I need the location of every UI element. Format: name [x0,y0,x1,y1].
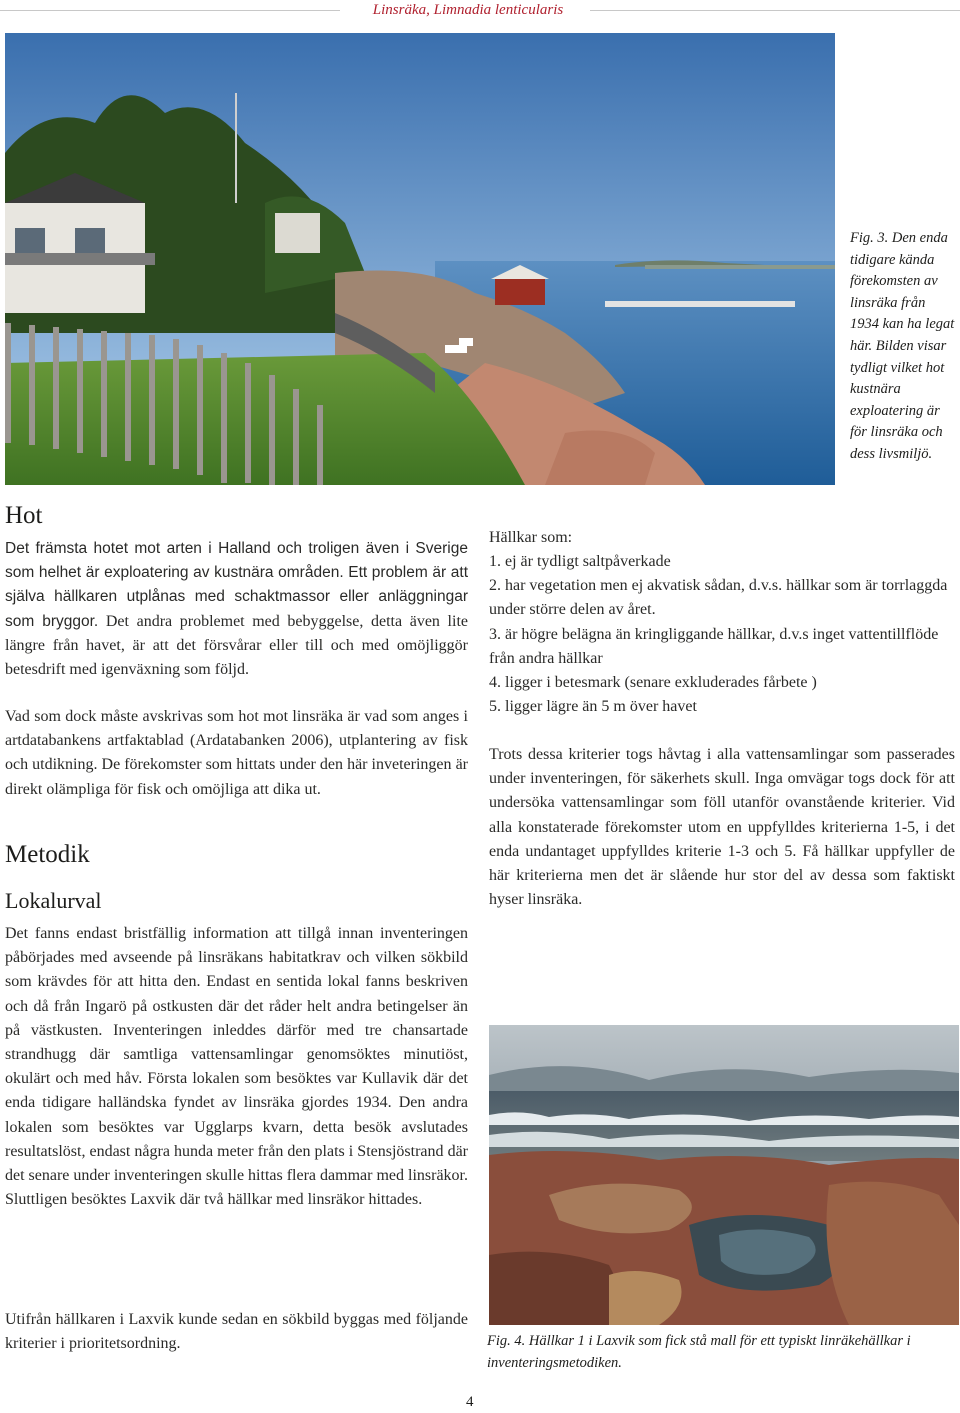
metodik-paragraph-2: Utifrån hällkaren i Laxvik kunde sedan en sökbild byggas med följande kriterier i prioritetsordning. [5,1311,468,1353]
section-heading-hot: Hot [5,502,43,529]
hot-paragraph-1-part-a: Det främsta hotet mot arten i Halland och troligen även i Sverige som helhet är exploatering av kustnära områden. Ett problem är att själva hällkaren utplånas med schaktmassor eller anläggningar som bryggor. [5,540,468,630]
hot-paragraph-2 [5,705,468,802]
hot-paragraph-1 [5,537,468,682]
fig3-coastal-photo [5,33,835,485]
hot-paragraph-1-part-b: Det andra problemet med bebyggelse, detta även lite längre från havet, är att det försvårar eller till och med omöjliggör betesdrift med igenväxning som följd. [5,612,468,679]
hot-paragraph-2-part-a: Vad som dock måste avskrivas som hot mot linsräka är vad som anges i artdatabankens artfaktablad (Ardatabanken 2006), utplantering av fisk och utdikning. [5,708,468,774]
criteria-intro: Hällkar som: [489,529,573,546]
criteria-list [489,550,955,719]
fig4-caption: Fig. 4. Hällkar 1 i Laxvik som fick stå mall för ett typiskt linräkehällkar i inventeringsmetodiken. [487,1333,911,1371]
criteria-item-2: 2. har vegetation men ej akvatisk sådan, d.v.s. hällkar som är torrlaggda under större delen av året. [489,577,948,619]
criteria-item-5: 5. ligger lägre än 5 m över havet [489,698,697,716]
hot-paragraph-2-part-b: De förekomster som hittats under den här inveteringen är direkt olämpliga för fisk och omöjliga att dika ut. [5,756,468,798]
fig4-rock-pool-photo [489,1025,959,1325]
criteria-item-3: 3. är högre belägna än kringliggande hällkar, d.v.s inget vattentillflöde från andra hällkar [489,625,939,667]
criteria-paragraph: Trots dessa kriterier togs håvtag i alla vattensamlingar som passerades under inventeringen, för säkerhets skull. Inga omvägar togs dock för att undersöka vattensamlingar som föll utanför ovanstående kriterier. Vid alla konstaterade förekomster utom en uppfylldes kriterierna 1-5, i det enda undantaget uppfylldes kriterie 1-3 och 5. Få hällkar uppfyller de här kriterierna men det är slående hur stor del av dessa som faktiskt hyser linsräka. [489,746,955,909]
criteria-item-4: 4. ligger i betesmark (senare exkluderades fårbete ) [489,674,817,692]
header-rule-left [0,10,340,11]
fig3-caption: Fig. 3. Den enda tidigare kända förekomsten av linsräka från 1934 kan ha legat här. Bilden visar tydligt vilket hot kustnära exploatering är för linsräka och dess livsmiljö. [850,230,955,462]
page-number: 4 [466,1394,474,1410]
running-header-title: Linsräka, Limnadia lenticularis [372,2,564,18]
criteria-item-1: 1. ej är tydligt saltpåverkade [489,553,671,570]
subheading-lokalurval: Lokalurval [5,888,102,913]
metodik-paragraph-1: Det fanns endast bristfällig information att tillgå innan inventeringen påbörjades med avseende på linsräkans habitatkrav och vilken sökbild som krävdes för att hitta den. Endast en sentida lokal fanns beskriven och då från Ingarö på ostkusten där det råder helt andra betingelser än på västkusten. Inventeringen inleddes därför med tre chansartade strandhugg där samtliga vattensamlingar genomsöktes minutiöst, okulärt och med håv. Första lokalen som besöktes var Kullavik där det enda tidigare halländska fyndet av linsräka gjordes 1934. Den andra lokalen som besöktes var Ugglarps kvarn, detta besök avslutades resultatslöst, endast några hunda meter från den plats i Stensjöstrand där det senare under inventeringen skulle hittas flera dammar med linsräkor. Sluttligen besöktes Laxvik där två hällkar med linsräkor hittades. [5,925,468,1209]
header-rule-right [590,10,960,11]
section-heading-metodik: Metodik [5,841,90,868]
